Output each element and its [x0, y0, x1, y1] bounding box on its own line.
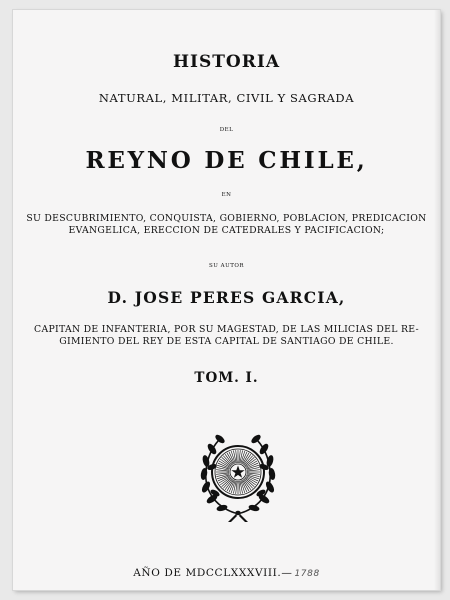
author-intro: SU AUTOR [208, 263, 245, 269]
author-name: D. JOSE PERES GARCIA, [107, 288, 346, 307]
volume-number: TOM. I. [194, 370, 259, 386]
main-title: REYNO DE CHILE, [85, 147, 368, 174]
description-line-1: SU DESCUBRIMIENTO, CONQUISTA, GOBIERNO, POBLACION, PREDICACION [26, 213, 427, 224]
author-rank [13, 324, 440, 348]
imprint-year [13, 567, 440, 579]
title-en: EN [221, 192, 232, 198]
title-subtitle: NATURAL, MILITAR, CIVIL Y SAGRADA [98, 91, 355, 105]
author-rank-line-2: GIMIENTO DEL REY DE ESTA CAPITAL DE SANTIAGO DE CHILE. [59, 336, 394, 347]
laurel-wreath-star-emblem [188, 425, 288, 525]
title-del: DEL [219, 127, 234, 133]
title-historia: HISTORIA [172, 52, 281, 72]
description-line-2: EVANGELICA, ERECCION DE CATEDRALES Y PACIFICACION; [68, 225, 385, 236]
author-rank-line-1: CAPITAN DE INFANTERIA, POR SU MAGESTAD, DE LAS MILICIAS DEL RE- [34, 324, 419, 335]
handwritten-year-note: 1788 [294, 569, 320, 579]
title-page [13, 10, 440, 590]
title-description [13, 213, 440, 237]
ribbon-bow-icon [228, 511, 248, 522]
imprint-year-text: AÑO DE MDCCLXXXVIII.— [133, 567, 293, 579]
